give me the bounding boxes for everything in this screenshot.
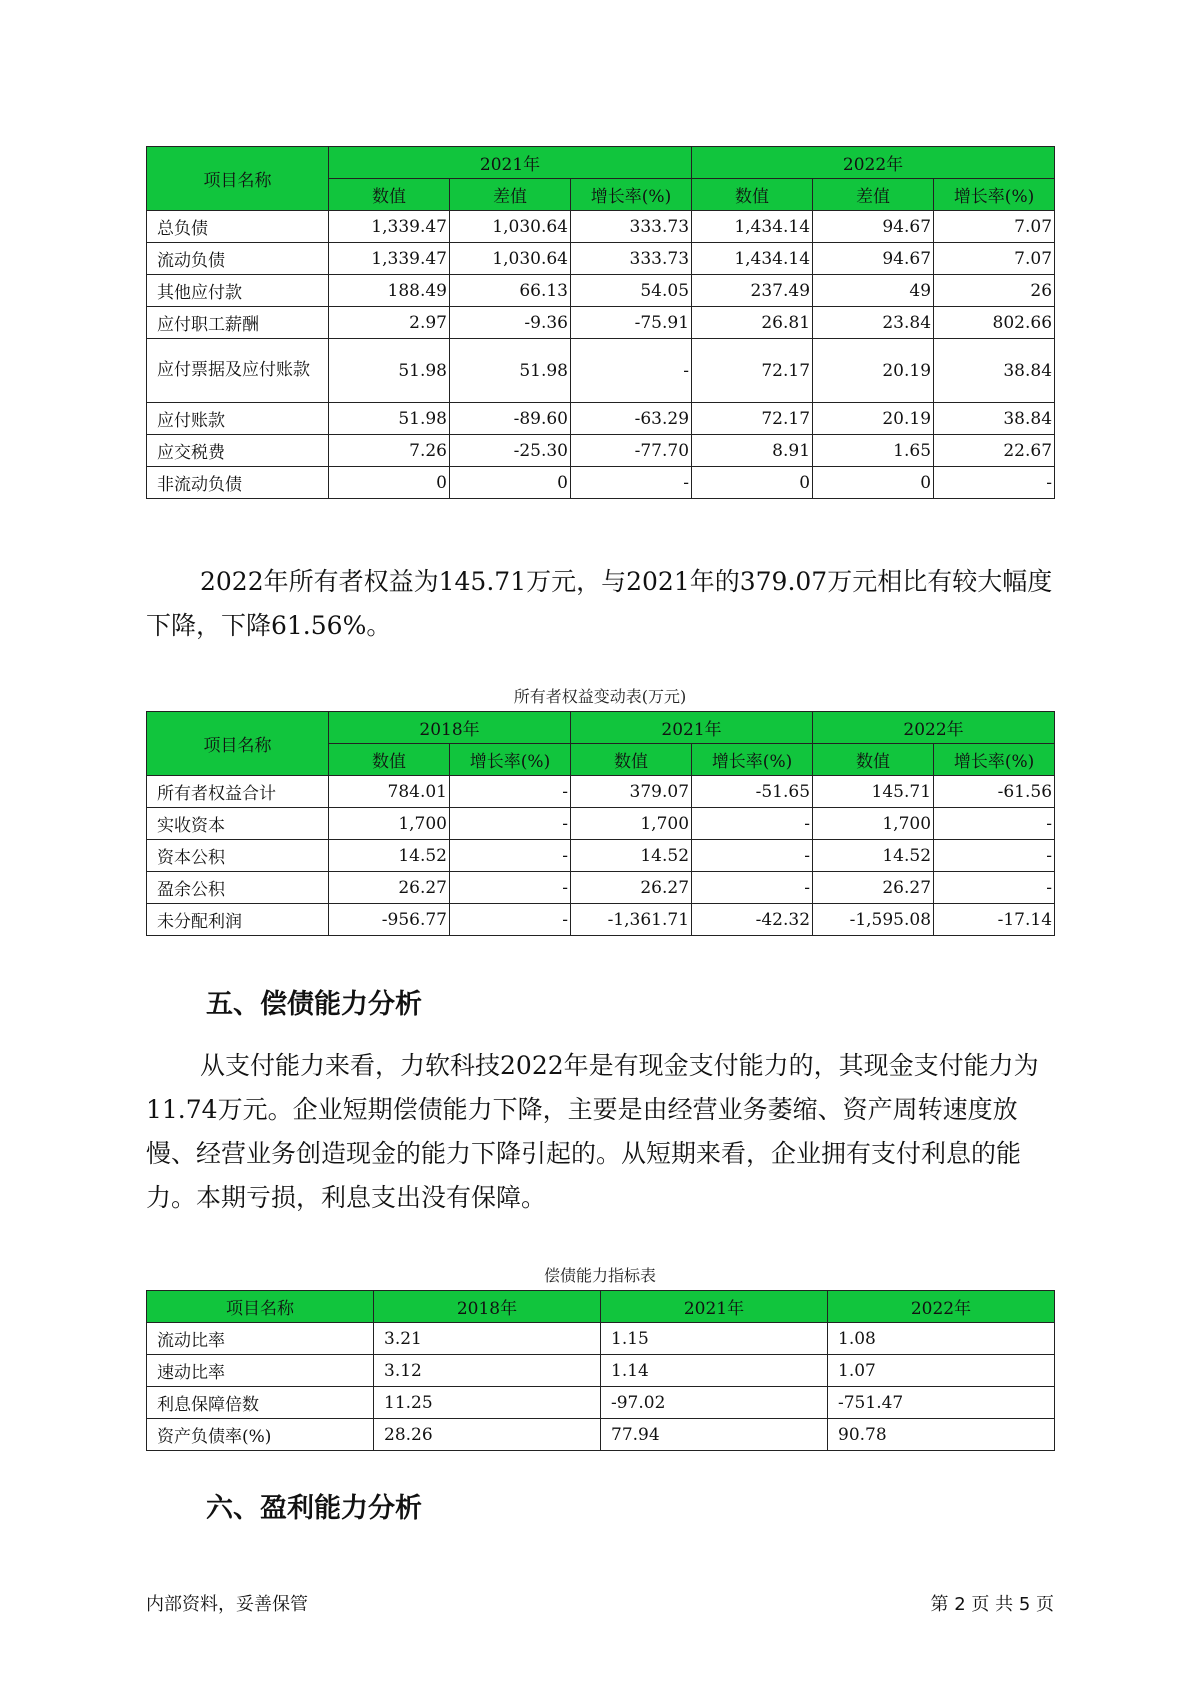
table-row [147,1387,1055,1419]
solvency-table [146,1290,1055,1451]
cell: -77.70 [571,435,692,467]
cell: 14.52 [571,840,692,872]
cell: 1.08 [828,1323,1055,1355]
equity-table-caption: 所有者权益变动表(万元) [513,687,687,706]
cell: 90.78 [828,1419,1055,1451]
table-row [147,808,1055,840]
row-label: 非流动负债 [147,467,329,499]
cell: 94.67 [813,243,934,275]
cell: 0 [450,467,571,499]
row-label: 利息保障倍数 [147,1387,374,1419]
row-label: 应付票据及应付账款 [147,339,329,403]
table-row [147,211,1055,243]
table-row [147,872,1055,904]
solvency-paragraph: 从支付能力来看，力软科技2022年是有现金支付能力的，其现金支付能力为11.74万元。企业短期偿债能力下降，主要是由经营业务萎缩、资产周转速度放慢、经营业务创造现金的能力下降引起的。从短期来看，企业拥有支付利息的能力。本期亏损，利息支出没有保障。 [146,1051,1039,1212]
table-row [147,467,1055,499]
cell: 20.19 [813,339,934,403]
row-label: 应付账款 [147,403,329,435]
cell: 1,434.14 [692,211,813,243]
cell: 1.15 [601,1323,828,1355]
row-label: 资本公积 [147,840,329,872]
cell: - [692,840,813,872]
cell: 94.67 [813,211,934,243]
cell: - [934,872,1055,904]
cell: -97.02 [601,1387,828,1419]
cell: 2.97 [329,307,450,339]
footer-confidential-note: 内部资料，妥善保管 [146,1594,308,1615]
cell: 54.05 [571,275,692,307]
header-year-2021: 2021年 [329,147,692,179]
cell: -956.77 [329,904,450,936]
cell: 333.73 [571,211,692,243]
cell: 7.26 [329,435,450,467]
cell: 784.01 [329,776,450,808]
row-label: 其他应付款 [147,275,329,307]
table-row [147,339,1055,403]
cell: 1,434.14 [692,243,813,275]
cell: 1,339.47 [329,211,450,243]
header-year-2021: 2021年 [571,712,813,744]
subheader-cell: 数值 [571,744,692,776]
cell: -9.36 [450,307,571,339]
subheader-cell: 差值 [450,179,571,211]
cell: 38.84 [934,403,1055,435]
row-label: 速动比率 [147,1355,374,1387]
cell: 26.27 [329,872,450,904]
table-row [147,1419,1055,1451]
cell: 0 [329,467,450,499]
header-item-name: 项目名称 [147,147,329,211]
row-label: 流动比率 [147,1323,374,1355]
table-row [147,307,1055,339]
cell: 1.14 [601,1355,828,1387]
cell: 1.65 [813,435,934,467]
cell: 23.84 [813,307,934,339]
table-row [147,1355,1055,1387]
cell: - [450,904,571,936]
table-row [147,840,1055,872]
cell: -42.32 [692,904,813,936]
cell: 145.71 [813,776,934,808]
cell: 22.67 [934,435,1055,467]
section-heading-solvency: 五、偿债能力分析 [206,989,422,1020]
cell: -25.30 [450,435,571,467]
section-heading-profitability: 六、盈利能力分析 [206,1493,422,1524]
cell: 3.12 [374,1355,601,1387]
cell: 51.98 [329,339,450,403]
subheader-cell: 增长率(%) [934,179,1055,211]
cell: -75.91 [571,307,692,339]
cell: 237.49 [692,275,813,307]
table-row [147,275,1055,307]
header-year-2018: 2018年 [329,712,571,744]
header-year-2022: 2022年 [828,1291,1055,1323]
cell: 1,700 [571,808,692,840]
row-label: 应交税费 [147,435,329,467]
cell: 1,339.47 [329,243,450,275]
cell: 28.26 [374,1419,601,1451]
cell: - [692,872,813,904]
subheader-cell: 数值 [329,179,450,211]
cell: 11.25 [374,1387,601,1419]
equity-table [146,711,1055,936]
cell: -17.14 [934,904,1055,936]
cell: 333.73 [571,243,692,275]
cell: 26.81 [692,307,813,339]
table-row [147,904,1055,936]
cell: - [692,808,813,840]
row-label: 实收资本 [147,808,329,840]
header-year-2018: 2018年 [374,1291,601,1323]
table-row [147,1323,1055,1355]
table-row [147,243,1055,275]
row-label: 流动负债 [147,243,329,275]
table-row [147,776,1055,808]
subheader-cell: 差值 [813,179,934,211]
header-item-name: 项目名称 [147,1291,374,1323]
cell: 3.21 [374,1323,601,1355]
cell: 7.07 [934,243,1055,275]
cell: 8.91 [692,435,813,467]
cell: 188.49 [329,275,450,307]
cell: - [450,840,571,872]
cell: - [450,776,571,808]
cell: 26.27 [571,872,692,904]
cell: -51.65 [692,776,813,808]
cell: 38.84 [934,339,1055,403]
cell: 1.07 [828,1355,1055,1387]
cell: 20.19 [813,403,934,435]
cell: 802.66 [934,307,1055,339]
cell: -89.60 [450,403,571,435]
header-year-2021: 2021年 [601,1291,828,1323]
cell: 26 [934,275,1055,307]
cell: - [450,872,571,904]
cell: -63.29 [571,403,692,435]
cell: 0 [692,467,813,499]
row-label: 应付职工薪酬 [147,307,329,339]
subheader-cell: 数值 [329,744,450,776]
cell: 72.17 [692,339,813,403]
cell: 1,030.64 [450,243,571,275]
row-label: 所有者权益合计 [147,776,329,808]
cell: 14.52 [813,840,934,872]
cell: - [934,808,1055,840]
row-label: 总负债 [147,211,329,243]
cell: 26.27 [813,872,934,904]
cell: -61.56 [934,776,1055,808]
solvency-table-caption: 偿债能力指标表 [543,1266,656,1285]
cell: -1,595.08 [813,904,934,936]
table-row [147,435,1055,467]
cell: 14.52 [329,840,450,872]
subheader-cell: 增长率(%) [571,179,692,211]
cell: - [571,339,692,403]
subheader-cell: 增长率(%) [450,744,571,776]
header-year-2022: 2022年 [813,712,1055,744]
cell: - [934,840,1055,872]
cell: 1,700 [329,808,450,840]
header-year-2022: 2022年 [692,147,1055,179]
liabilities-table [146,146,1055,499]
cell: 77.94 [601,1419,828,1451]
subheader-cell: 增长率(%) [692,744,813,776]
row-label: 盈余公积 [147,872,329,904]
row-label: 未分配利润 [147,904,329,936]
cell: - [934,467,1055,499]
cell: 66.13 [450,275,571,307]
cell: 51.98 [329,403,450,435]
cell: -1,361.71 [571,904,692,936]
table-row [147,403,1055,435]
cell: 379.07 [571,776,692,808]
header-item-name: 项目名称 [147,712,329,776]
subheader-cell: 数值 [692,179,813,211]
cell: - [571,467,692,499]
subheader-cell: 增长率(%) [934,744,1055,776]
cell: -751.47 [828,1387,1055,1419]
cell: 51.98 [450,339,571,403]
cell: 7.07 [934,211,1055,243]
cell: - [450,808,571,840]
subheader-cell: 数值 [813,744,934,776]
cell: 1,030.64 [450,211,571,243]
row-label: 资产负债率(%) [147,1419,374,1451]
cell: 72.17 [692,403,813,435]
cell: 1,700 [813,808,934,840]
cell: 0 [813,467,934,499]
equity-paragraph: 2022年所有者权益为145.71万元，与2021年的379.07万元相比有较大幅度下降，下降61.56%。 [146,567,1053,640]
footer-page-number: 第 2 页 共 5 页 [930,1594,1054,1615]
cell: 49 [813,275,934,307]
